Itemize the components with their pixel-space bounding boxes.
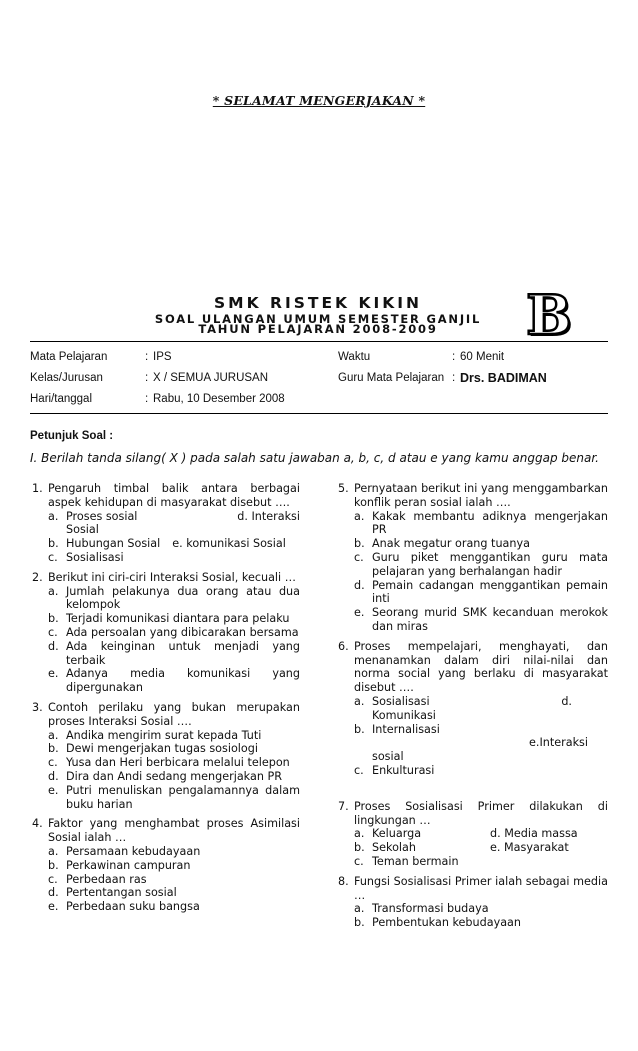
question-text: Berikut ini ciri-ciri Interaksi Sosial, kecuali … bbox=[48, 570, 296, 584]
option-text: e. komunikasi Sosial bbox=[172, 537, 286, 551]
option-label: b. bbox=[48, 612, 59, 626]
option-label: a. bbox=[48, 728, 59, 742]
option[interactable] bbox=[354, 579, 608, 607]
teacher-value: Drs. BADIMAN bbox=[460, 371, 547, 385]
question-8 bbox=[338, 875, 608, 930]
option-label: b. bbox=[354, 841, 365, 855]
option-label: c. bbox=[48, 550, 58, 564]
question-number: 5. bbox=[338, 482, 349, 495]
option-text: Terjadi komunikasi diantara para pelaku bbox=[66, 612, 290, 626]
header-rule bbox=[30, 341, 608, 342]
option-label: c. bbox=[48, 756, 58, 770]
exam-year: TAHUN PELAJARAN 2008-2009 bbox=[198, 322, 438, 336]
option[interactable] bbox=[354, 551, 608, 579]
instruction-text: I. Berilah tanda silang( X ) pada salah satu jawaban a, b, c, d atau e yang kamu anggap benar. bbox=[30, 451, 599, 465]
option-text: Adanya media komunikasi yang dipergunakan bbox=[66, 667, 300, 695]
option[interactable] bbox=[354, 723, 608, 737]
option-text: Dewi mengerjakan tugas sosiologi bbox=[66, 742, 258, 756]
class-label: Kelas/Jurusan bbox=[30, 372, 103, 384]
option-text: Perkawinan campuran bbox=[66, 858, 191, 872]
option-text: Proses sosial bbox=[66, 509, 138, 523]
option-label: e. bbox=[48, 900, 59, 914]
option-text: Kakak membantu adiknya mengerjakan PR bbox=[372, 509, 608, 537]
colon: : bbox=[145, 393, 149, 405]
option-text: Perbedaan ras bbox=[66, 872, 147, 886]
school-name: SMK RISTEK KIKIN bbox=[214, 294, 422, 312]
time-label: Waktu bbox=[338, 351, 371, 363]
question-number: 2. bbox=[32, 570, 43, 584]
option-text: Pembentukan kebudayaan bbox=[372, 916, 521, 930]
date-value: Rabu, 10 Desember 2008 bbox=[153, 393, 285, 405]
option-text: Pemain cadangan menggantikan pemain inti bbox=[372, 578, 608, 606]
option-label: a. bbox=[354, 827, 365, 841]
question-text: Faktor yang menghambat proses Asimilasi Sosial ialah … bbox=[48, 817, 300, 845]
option-label: a. bbox=[48, 509, 59, 523]
question-4 bbox=[32, 817, 300, 914]
option[interactable] bbox=[48, 612, 300, 626]
option-label: a. bbox=[354, 509, 365, 523]
option[interactable] bbox=[48, 886, 300, 900]
option-label: d. bbox=[48, 886, 59, 900]
question-number: 1. bbox=[32, 482, 43, 495]
question-2 bbox=[32, 571, 300, 695]
question-1 bbox=[32, 482, 300, 565]
option[interactable] bbox=[354, 537, 608, 551]
subject-label: Mata Pelajaran bbox=[30, 351, 108, 363]
option-text: Yusa dan Heri berbicara melalui telepon bbox=[66, 756, 290, 770]
option-text: Sosial bbox=[66, 523, 99, 537]
instructions-heading: Petunjuk Soal : bbox=[30, 430, 114, 442]
question-text: Proses Sosialisasi Primer dilakukan di lingkungan … bbox=[354, 799, 608, 827]
option[interactable] bbox=[48, 626, 300, 640]
option-label: b. bbox=[48, 742, 59, 756]
option-label: d. bbox=[48, 769, 59, 783]
option[interactable] bbox=[354, 827, 608, 841]
option-text: Transformasi budaya bbox=[372, 902, 489, 916]
option-text: Dira dan Andi sedang mengerjakan PR bbox=[66, 769, 282, 783]
option-label: e. bbox=[48, 667, 59, 681]
exam-title: SOAL ULANGAN UMUM SEMESTER GANJIL bbox=[154, 312, 482, 326]
option-continuation bbox=[354, 709, 608, 723]
class-value: X / SEMUA JURUSAN bbox=[153, 372, 269, 384]
option[interactable] bbox=[48, 537, 300, 551]
option-text: Putri menuliskan pengalamannya dalam buku harian bbox=[66, 783, 300, 811]
colon: : bbox=[145, 351, 149, 363]
option-text: Jumlah pelakunya dua orang atau dua kelompok bbox=[66, 584, 300, 612]
option-text: Sekolah bbox=[372, 841, 416, 855]
option[interactable] bbox=[354, 695, 608, 709]
question-text: Contoh perilaku yang bukan merupakan proses Interaksi Sosial …. bbox=[48, 700, 300, 728]
option-label: d. bbox=[48, 639, 59, 653]
colon: : bbox=[145, 372, 149, 384]
option-label: b. bbox=[354, 722, 365, 736]
option[interactable] bbox=[354, 902, 608, 916]
option-label: e. bbox=[48, 783, 59, 797]
question-5 bbox=[338, 482, 608, 634]
option[interactable] bbox=[354, 764, 608, 778]
option[interactable] bbox=[48, 640, 300, 668]
question-text: Fungsi Sosialisasi Primer ialah sebagai media … bbox=[354, 874, 608, 902]
option[interactable] bbox=[48, 729, 300, 743]
option-text: Ada keinginan untuk menjadi yang terbaik bbox=[66, 639, 300, 667]
option[interactable] bbox=[48, 784, 300, 812]
option-label: b. bbox=[48, 537, 59, 551]
option-text: d. bbox=[561, 694, 572, 708]
option-text: Sosialisasi bbox=[66, 550, 124, 564]
option[interactable] bbox=[48, 756, 300, 770]
option-continuation bbox=[354, 750, 608, 764]
option[interactable] bbox=[48, 551, 300, 565]
question-3 bbox=[32, 701, 300, 811]
option-text: Ada persoalan yang dibicarakan bersama bbox=[66, 625, 299, 639]
option[interactable] bbox=[48, 770, 300, 784]
question-number: 8. bbox=[338, 874, 349, 888]
option-text: Anak megatur orang tuanya bbox=[372, 537, 530, 551]
option-label: a. bbox=[48, 844, 59, 858]
option-text: Teman bermain bbox=[372, 854, 459, 868]
greeting: * SELAMAT MENGERJAKAN * bbox=[212, 93, 426, 108]
option-text: Persamaan kebudayaan bbox=[66, 844, 201, 858]
question-7 bbox=[338, 800, 608, 869]
option-label: b. bbox=[48, 858, 59, 872]
option[interactable] bbox=[354, 916, 608, 930]
left-column bbox=[32, 482, 300, 920]
option-label: c. bbox=[354, 854, 364, 868]
option-text: Sosialisasi bbox=[372, 694, 430, 708]
question-text: Pengaruh timbal balik antara berbagai aspek kehidupan di masyarakat disebut …. bbox=[48, 482, 300, 509]
option-text: d. Media massa bbox=[490, 827, 578, 841]
option-text: e. Masyarakat bbox=[490, 841, 569, 855]
school-logo: B bbox=[526, 283, 572, 347]
subject-value: IPS bbox=[153, 351, 172, 363]
right-column bbox=[338, 482, 608, 936]
option-label: b. bbox=[354, 916, 365, 930]
option-text: Keluarga bbox=[372, 827, 422, 841]
option-text: Seorang murid SMK kecanduan merokok dan miras bbox=[372, 606, 608, 633]
question-6 bbox=[338, 640, 608, 778]
question-number: 6. bbox=[338, 639, 349, 653]
option-text: Perbedaan suku bangsa bbox=[66, 900, 200, 914]
info-rule bbox=[30, 413, 608, 414]
option[interactable] bbox=[48, 667, 300, 695]
option-text: Guru piket menggantikan guru mata pelajaran yang berhalangan hadir bbox=[372, 550, 608, 578]
option-text: Hubungan Sosial bbox=[66, 537, 161, 551]
option-text: Komunikasi bbox=[372, 708, 436, 722]
option-text: e.Interaksi bbox=[529, 736, 588, 750]
option[interactable] bbox=[48, 859, 300, 873]
question-number: 4. bbox=[32, 817, 43, 831]
option-label: b. bbox=[354, 537, 365, 551]
question-text: Pernyataan berikut ini yang menggambarkan konflik peran sosial ialah …. bbox=[354, 482, 608, 509]
date-label: Hari/tanggal bbox=[30, 393, 93, 405]
option[interactable] bbox=[354, 510, 608, 538]
option-label: e. bbox=[354, 606, 365, 620]
option[interactable] bbox=[48, 742, 300, 756]
teacher-label: Guru Mata Pelajaran bbox=[338, 372, 445, 384]
option-text: Enkulturasi bbox=[372, 763, 435, 777]
option-label: c. bbox=[354, 550, 364, 564]
colon: : bbox=[452, 351, 456, 363]
option[interactable] bbox=[354, 606, 608, 634]
option-label: c. bbox=[48, 872, 58, 886]
option-text: sosial bbox=[372, 750, 404, 764]
option[interactable] bbox=[48, 873, 300, 887]
option-text: Andika mengirim surat kepada Tuti bbox=[66, 728, 262, 742]
option-label: a. bbox=[354, 902, 365, 916]
option[interactable] bbox=[48, 510, 300, 524]
option[interactable] bbox=[354, 855, 608, 869]
colon: : bbox=[452, 372, 456, 384]
question-number: 3. bbox=[32, 700, 43, 714]
question-number: 7. bbox=[338, 799, 349, 813]
option-label: c. bbox=[354, 763, 364, 777]
option-text: Pertentangan sosial bbox=[66, 886, 177, 900]
option-text: d. Interaksi bbox=[237, 509, 300, 523]
option[interactable] bbox=[48, 900, 300, 914]
option-label: c. bbox=[48, 625, 58, 639]
question-text: Proses mempelajari, menghayati, dan menanamkan dalam diri nilai-nilai dan norma social yang berlaku di masyarakat disebut …. bbox=[354, 639, 608, 695]
option[interactable] bbox=[48, 585, 300, 613]
option[interactable] bbox=[48, 845, 300, 859]
option-label: a. bbox=[48, 584, 59, 598]
time-value: 60 Menit bbox=[460, 351, 505, 363]
option[interactable] bbox=[354, 841, 608, 855]
option-text: Internalisasi bbox=[372, 722, 440, 736]
option-label: d. bbox=[354, 578, 365, 592]
option-continuation bbox=[48, 523, 300, 537]
option[interactable] bbox=[354, 736, 608, 750]
option-label: a. bbox=[354, 694, 365, 708]
